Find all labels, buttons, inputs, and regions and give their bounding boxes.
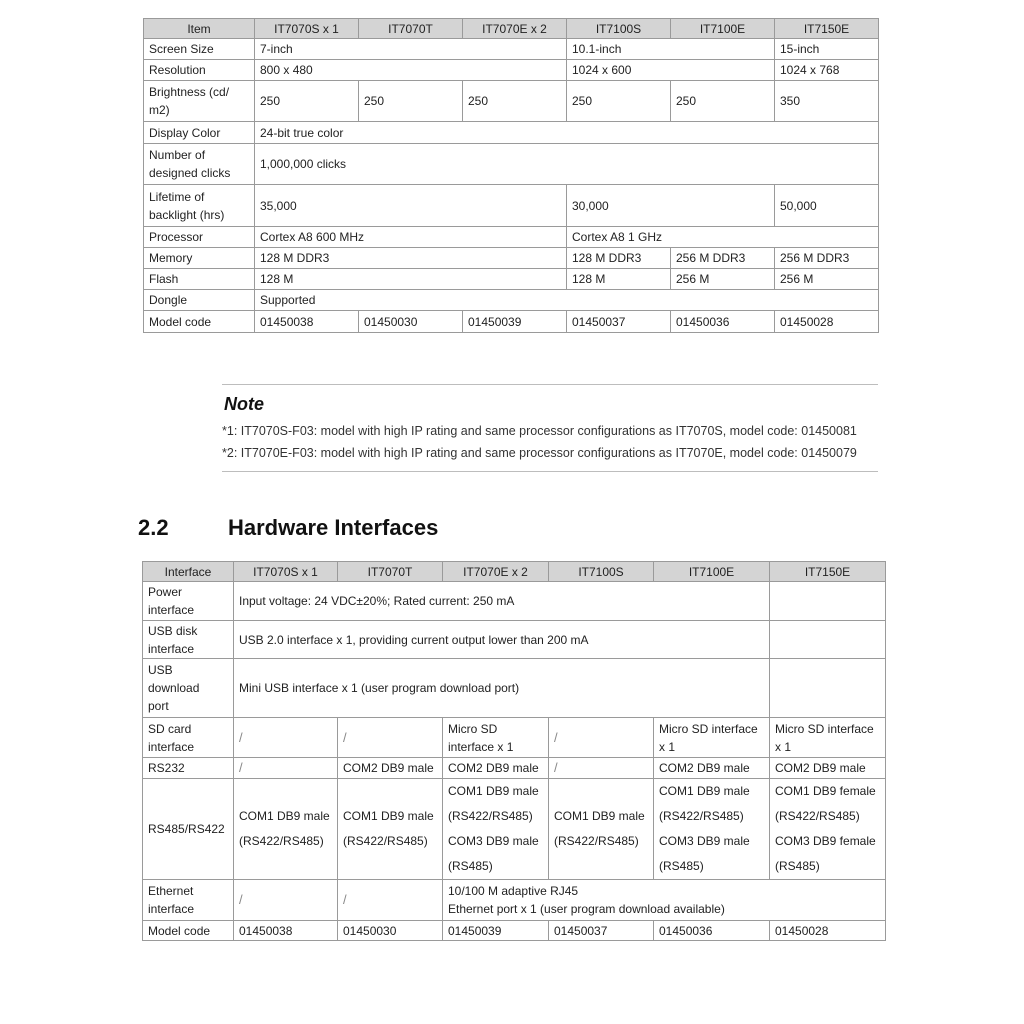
spec-table (143, 18, 879, 333)
table-cell: Supported (255, 290, 879, 311)
row-label: Memory (144, 248, 255, 269)
table-cell: 15-inch (775, 39, 879, 60)
table-cell: 128 M (567, 269, 671, 290)
spec-header-cell: IT7070S x 1 (255, 19, 359, 39)
table-row (143, 880, 886, 921)
table-cell: 10.1-inch (567, 39, 775, 60)
hw-header-row (143, 562, 886, 582)
spec-header-cell: IT7070E x 2 (463, 19, 567, 39)
row-label: Flash (144, 269, 255, 290)
note-line: *1: IT7070S-F03: model with high IP rating and same processor configurations as IT7070S, model code: 01450081 (222, 424, 857, 438)
table-cell: COM1 DB9 male (RS422/RS485) COM3 DB9 male (RS485) (654, 779, 770, 880)
row-label: Lifetime of backlight (hrs) (144, 185, 255, 227)
table-cell: Mini USB interface x 1 (user program download port) (234, 659, 770, 718)
table-cell: 128 M DDR3 (567, 248, 671, 269)
table-cell: 350 (775, 81, 879, 122)
table-cell: COM1 DB9 male (RS422/RS485) (549, 779, 654, 880)
not-available-mark: / (234, 718, 338, 758)
table-cell: 01450038 (234, 921, 338, 941)
table-row (144, 185, 879, 227)
table-cell: Micro SD interface x 1 (654, 718, 770, 758)
note-block (222, 384, 878, 472)
table-cell: 01450038 (255, 311, 359, 333)
row-label: Number of designed clicks (144, 144, 255, 185)
table-cell: Cortex A8 1 GHz (567, 227, 879, 248)
row-label: Display Color (144, 122, 255, 144)
table-row (143, 582, 886, 621)
row-label: Model code (144, 311, 255, 333)
table-cell: 250 (671, 81, 775, 122)
note-title: Note (224, 394, 264, 414)
not-available-mark: / (549, 718, 654, 758)
table-cell: 01450036 (654, 921, 770, 941)
section-number: 2.2 (138, 515, 169, 540)
table-cell: COM2 DB9 male (443, 758, 549, 779)
table-cell: 800 x 480 (255, 60, 567, 81)
spec-header-cell: IT7070T (359, 19, 463, 39)
table-cell: USB 2.0 interface x 1, providing current output lower than 200 mA (234, 621, 770, 659)
table-cell: COM2 DB9 male (654, 758, 770, 779)
table-cell: Micro SD interface x 1 (443, 718, 549, 758)
table-cell: 01450037 (567, 311, 671, 333)
table-cell: 256 M DDR3 (671, 248, 775, 269)
table-cell: 01450037 (549, 921, 654, 941)
table-cell (770, 621, 886, 659)
hw-header-cell: IT7070S x 1 (234, 562, 338, 582)
table-cell: 01450030 (338, 921, 443, 941)
not-available-mark: / (338, 718, 443, 758)
table-cell: 01450036 (671, 311, 775, 333)
table-row (143, 779, 886, 880)
table-cell (770, 582, 886, 621)
table-row (144, 269, 879, 290)
table-cell: COM1 DB9 male (RS422/RS485) (234, 779, 338, 880)
table-cell: 30,000 (567, 185, 775, 227)
table-row (144, 311, 879, 333)
table-cell: COM1 DB9 male (RS422/RS485) (338, 779, 443, 880)
row-label: Power interface (143, 582, 234, 621)
table-cell: 256 M (775, 269, 879, 290)
table-row (144, 81, 879, 122)
hardware-interfaces-table (142, 561, 886, 941)
row-label: RS485/RS422 (143, 779, 234, 880)
table-cell: COM1 DB9 male (RS422/RS485) COM3 DB9 male (RS485) (443, 779, 549, 880)
table-cell: 1024 x 600 (567, 60, 775, 81)
table-cell: COM1 DB9 female (RS422/RS485) COM3 DB9 female (RS485) (770, 779, 886, 880)
table-cell: COM2 DB9 male (770, 758, 886, 779)
table-cell: 250 (567, 81, 671, 122)
not-available-mark: / (549, 758, 654, 779)
table-cell: 128 M (255, 269, 567, 290)
spec-header-cell: Item (144, 19, 255, 39)
table-cell: 01450030 (359, 311, 463, 333)
row-label: Processor (144, 227, 255, 248)
table-row (143, 921, 886, 941)
row-label: USB download port (143, 659, 234, 718)
table-cell: 7-inch (255, 39, 567, 60)
row-label: Screen Size (144, 39, 255, 60)
table-cell: 128 M DDR3 (255, 248, 567, 269)
table-cell: 250 (255, 81, 359, 122)
table-cell: 256 M (671, 269, 775, 290)
row-label: Resolution (144, 60, 255, 81)
row-label: SD card interface (143, 718, 234, 758)
spec-header-cell: IT7100S (567, 19, 671, 39)
table-row (143, 621, 886, 659)
not-available-mark: / (338, 880, 443, 921)
note-line: *2: IT7070E-F03: model with high IP rating and same processor configurations as IT7070E, model code: 01450079 (222, 446, 857, 460)
spec-header-cell: IT7100E (671, 19, 775, 39)
table-cell: 1024 x 768 (775, 60, 879, 81)
row-label: Brightness (cd/ m2) (144, 81, 255, 122)
table-cell: Cortex A8 600 MHz (255, 227, 567, 248)
table-cell: Input voltage: 24 VDC±20%; Rated current: 250 mA (234, 582, 770, 621)
table-cell: 10/100 M adaptive RJ45 Ethernet port x 1 (user program download available) (443, 880, 886, 921)
not-available-mark: / (234, 880, 338, 921)
table-cell: 1,000,000 clicks (255, 144, 879, 185)
table-cell: 256 M DDR3 (775, 248, 879, 269)
table-row (143, 659, 886, 718)
table-cell: 01450028 (770, 921, 886, 941)
hw-header-cell: IT7070E x 2 (443, 562, 549, 582)
table-row (144, 248, 879, 269)
row-label: Model code (143, 921, 234, 941)
table-cell: 01450039 (443, 921, 549, 941)
table-cell: Micro SD interface x 1 (770, 718, 886, 758)
row-label: RS232 (143, 758, 234, 779)
table-row (143, 758, 886, 779)
hw-header-cell: IT7100S (549, 562, 654, 582)
section-title: Hardware Interfaces (228, 515, 439, 540)
table-cell: 01450028 (775, 311, 879, 333)
table-cell (770, 659, 886, 718)
table-row (144, 60, 879, 81)
table-cell: 24-bit true color (255, 122, 879, 144)
hw-header-cell: IT7100E (654, 562, 770, 582)
row-label: USB disk interface (143, 621, 234, 659)
row-label: Dongle (144, 290, 255, 311)
table-cell: COM2 DB9 male (338, 758, 443, 779)
spec-header-row (144, 19, 879, 39)
table-row (144, 290, 879, 311)
table-cell: 35,000 (255, 185, 567, 227)
table-cell: 250 (359, 81, 463, 122)
not-available-mark: / (234, 758, 338, 779)
table-cell: 01450039 (463, 311, 567, 333)
hw-header-cell: IT7070T (338, 562, 443, 582)
hw-header-cell: Interface (143, 562, 234, 582)
table-row (143, 718, 886, 758)
table-cell: 250 (463, 81, 567, 122)
row-label: Ethernet interface (143, 880, 234, 921)
table-row (144, 122, 879, 144)
spec-header-cell: IT7150E (775, 19, 879, 39)
table-row (144, 39, 879, 60)
table-row (144, 144, 879, 185)
hw-header-cell: IT7150E (770, 562, 886, 582)
table-row (144, 227, 879, 248)
table-cell: 50,000 (775, 185, 879, 227)
